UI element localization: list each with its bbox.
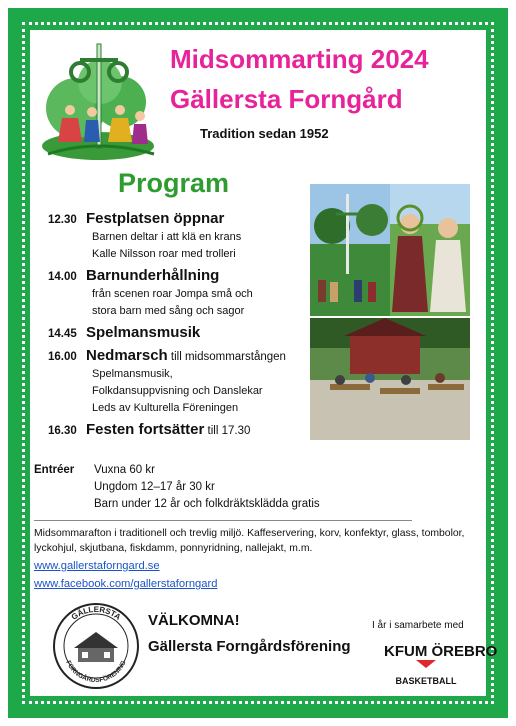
schedule-time: 16.00 — [48, 351, 77, 363]
schedule-title: Spelmansmusik — [86, 324, 201, 341]
schedule-detail: från scenen roar Jompa små och — [92, 288, 253, 300]
schedule-time: 16.30 — [48, 425, 77, 437]
welcome-text: VÄLKOMNA! — [148, 612, 240, 629]
schedule-title: Festen fortsätter — [86, 421, 205, 438]
schedule-title: Festplatsen öppnar — [86, 210, 225, 227]
poster-frame — [8, 8, 508, 718]
schedule-item — [48, 267, 318, 286]
svg-text:FORNGÅRDSFÖRENING: FORNGÅRDSFÖRENING — [64, 659, 128, 685]
schedule-detail: Barnen deltar i att klä en krans — [92, 231, 242, 243]
website-link[interactable]: www.gallerstaforngard.se — [34, 560, 160, 572]
schedule-time: 14.45 — [48, 328, 77, 340]
program-schedule — [48, 210, 318, 440]
poster-content — [30, 30, 498, 696]
schedule-title: Nedmarsch — [86, 347, 168, 364]
schedule-item — [48, 347, 318, 366]
divider — [34, 520, 412, 521]
association-name: Gällersta Forngårdsförening — [148, 638, 351, 655]
partner-logo-bottom: BASKETBALL — [395, 676, 457, 686]
schedule-item — [48, 324, 318, 343]
schedule-title: Barnunderhållning — [86, 267, 220, 284]
collab-text: I år i samarbete med — [372, 620, 464, 631]
entry-fees — [34, 462, 320, 513]
entry-label: Entréer — [34, 464, 75, 476]
schedule-detail: Folkdansuppvisning och Danslekar — [92, 385, 263, 397]
schedule-time: 12.30 — [48, 214, 77, 226]
facebook-link[interactable]: www.facebook.com/gallerstaforngard — [34, 578, 218, 590]
event-title: Midsommarting 2024 — [170, 44, 429, 74]
schedule-detail: stora barn med sång och sagor — [92, 305, 245, 317]
schedule-time: 14.00 — [48, 271, 77, 283]
svg-text:GÄLLERSTA: GÄLLERSTA — [69, 604, 123, 622]
tagline: Tradition sedan 1952 — [200, 126, 329, 141]
schedule-item — [48, 210, 318, 229]
venue-title: Gällersta Forngård — [170, 84, 403, 114]
event-photos — [310, 184, 470, 440]
schedule-title-tail: till 17.30 — [204, 425, 251, 437]
info-text: Midsommarafton i traditionell och trevlig miljö. Kaffeservering, korv, konfektyr, glass, tombolor, lyckohjul, skjutbana, fiskdamm, ponnyridning, nallejakt, m.m. — [34, 528, 465, 554]
schedule-detail: Kalle Nilsson roar med trolleri — [92, 248, 236, 260]
program-heading: Program — [118, 168, 230, 198]
entry-youth: Ungdom 12–17 år 30 kr — [94, 481, 215, 493]
entry-kids: Barn under 12 år och folkdräktsklädda gratis — [94, 498, 320, 510]
schedule-item — [48, 421, 318, 440]
schedule-detail: Spelmansmusik, — [92, 368, 173, 380]
partner-logo-top: KFUM ÖREBRO — [384, 643, 498, 660]
schedule-detail: Leds av Kulturella Föreningen — [92, 402, 239, 414]
maypole-dancers-image — [40, 38, 162, 164]
partner-logo — [378, 634, 498, 690]
entry-adult: Vuxna 60 kr — [94, 464, 155, 476]
schedule-title-tail: till midsommarstången — [167, 351, 286, 363]
association-seal — [52, 602, 140, 690]
